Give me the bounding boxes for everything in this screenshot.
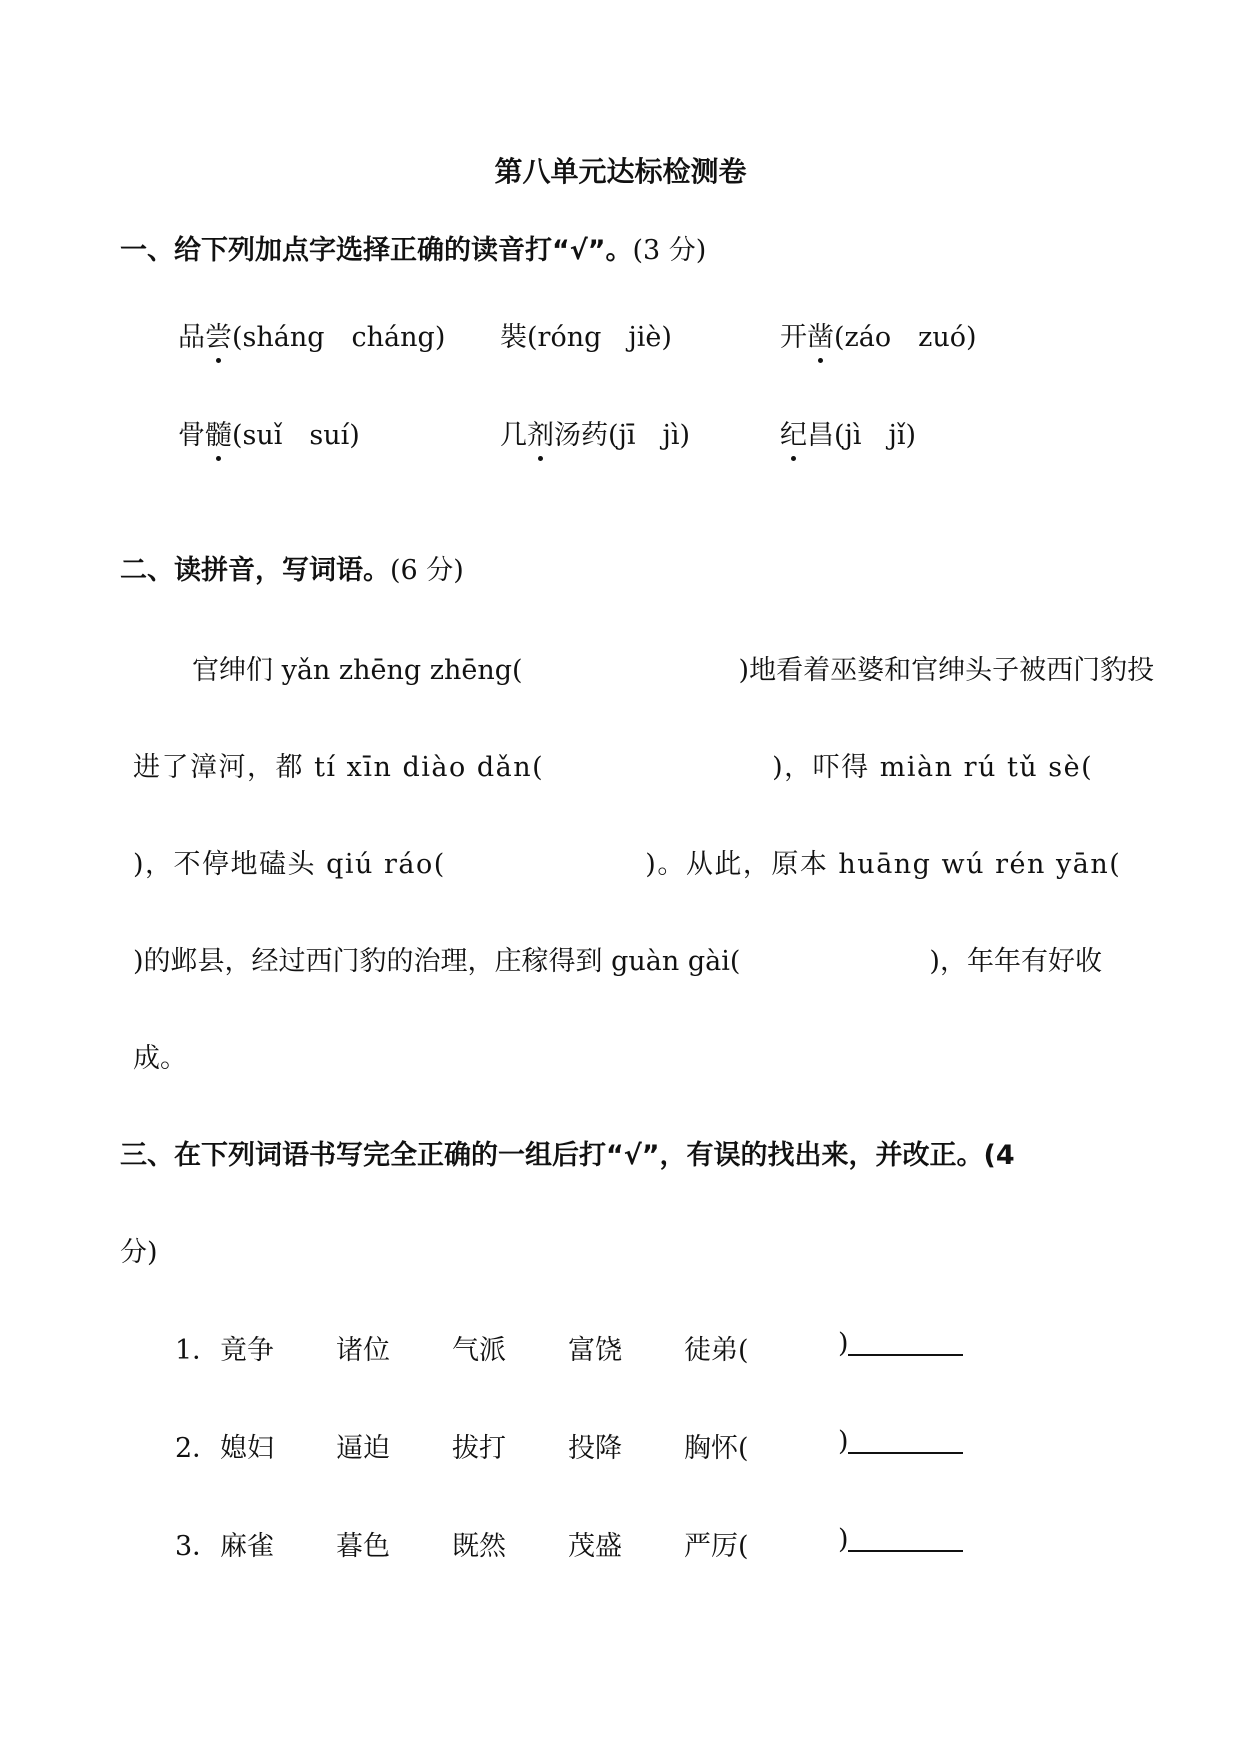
- dotted-char: 剂: [527, 413, 554, 452]
- word: 麻雀: [220, 1531, 274, 1562]
- section-2-heading-text: 二、读拼音，写词语。: [120, 555, 390, 586]
- word: 严厉(: [684, 1531, 749, 1562]
- section-3-heading-cont: 分): [120, 1237, 158, 1268]
- pinyin-options: (suǐ suí): [232, 420, 360, 451]
- answer-blank[interactable]: [848, 1524, 963, 1552]
- pinyin-item-6: [780, 413, 916, 452]
- page-title: 第八单元达标检测卷: [494, 155, 747, 188]
- dotted-char: 尝: [205, 315, 232, 354]
- pinyin-options: (sháng cháng): [232, 322, 446, 353]
- pinyin-options: (záo zuó): [834, 322, 977, 353]
- answer-blank[interactable]: [848, 1426, 963, 1454]
- item-text: 几: [500, 420, 527, 451]
- pinyin-options: (jī jì): [608, 420, 691, 451]
- section-1-heading: [120, 228, 706, 267]
- section-2-points: (6 分): [390, 555, 464, 586]
- answer-blank[interactable]: [848, 1328, 963, 1356]
- row-number: 2．: [175, 1433, 220, 1464]
- word: 逼迫: [336, 1433, 390, 1464]
- pinyin-item-5: [500, 413, 690, 452]
- word: 拔打: [452, 1433, 506, 1464]
- item-text: 汤药: [554, 420, 608, 451]
- row-number: 3．: [175, 1531, 220, 1562]
- pinyin-options: (róng jiè): [527, 322, 672, 353]
- passage-line-4: )的邺县，经过西门豹的治理，庄稼得到 guàn gài( )，年年有好收: [133, 946, 1102, 977]
- passage-line-2: 进了漳河，都 tí xīn diào dǎn( )，吓得 miàn rú tǔ sè(: [133, 752, 1094, 783]
- word: 暮色: [336, 1531, 390, 1562]
- pinyin-item-2: [500, 315, 672, 354]
- item-text: 骨: [178, 420, 205, 451]
- word-row-1: [0, 1328, 1241, 1368]
- pinyin-options: (jì jǐ): [834, 420, 917, 451]
- section-1-points: (3 分): [632, 235, 707, 266]
- passage-line-3: )，不停地磕头 qiú ráo( )。从此，原本 huāng wú rén yān(: [133, 849, 1122, 880]
- item-text: 昌: [807, 420, 834, 451]
- word: 气派: [452, 1335, 506, 1366]
- pinyin-item-4: [178, 413, 360, 452]
- close-paren: ): [838, 1524, 849, 1555]
- word-row-3: [0, 1524, 1241, 1564]
- close-paren: ): [838, 1426, 849, 1457]
- passage-line-1: 官绅们 yǎn zhēng zhēng( )地看着巫婆和官绅头子被西门豹投: [192, 655, 1155, 686]
- item-text: 开: [780, 322, 807, 353]
- section-1-heading-text: 一、给下列加点字选择正确的读音打“√”。: [120, 235, 633, 266]
- passage-line-5: 成。: [133, 1043, 187, 1074]
- word: 媳妇: [220, 1433, 274, 1464]
- item-text: 裝: [500, 322, 527, 353]
- word: 诸位: [336, 1335, 390, 1366]
- item-text: 品: [178, 322, 205, 353]
- word: 茂盛: [568, 1531, 622, 1562]
- word-row-2: [0, 1426, 1241, 1466]
- word: 投降: [568, 1433, 622, 1464]
- word: 富饶: [568, 1335, 622, 1366]
- dotted-char: 髓: [205, 413, 232, 452]
- word: 胸怀(: [684, 1433, 749, 1464]
- dotted-char: 凿: [807, 315, 834, 354]
- section-3-heading: 三、在下列词语书写完全正确的一组后打“√”，有误的找出来，并改正。(4: [120, 1140, 1015, 1171]
- close-paren: ): [838, 1328, 849, 1359]
- section-2-heading: [120, 548, 464, 587]
- row-number: 1．: [175, 1335, 220, 1366]
- pinyin-item-3: [780, 315, 977, 354]
- dotted-char: 纪: [780, 413, 807, 452]
- pinyin-item-1: [178, 315, 445, 354]
- word: 既然: [452, 1531, 506, 1562]
- word: 徒弟(: [684, 1335, 749, 1366]
- word: 竟争: [220, 1335, 274, 1366]
